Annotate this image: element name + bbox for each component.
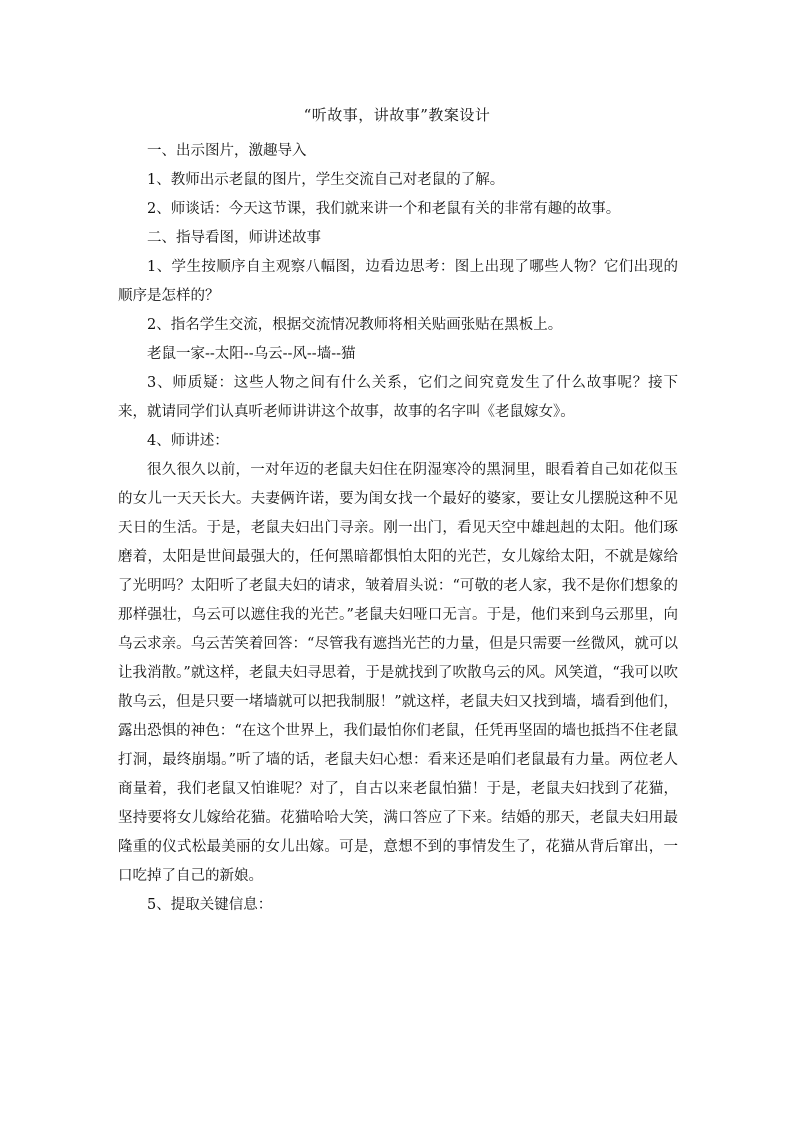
paragraph-character-sequence: 老鼠一家--太阳--乌云--风--墙--猫 [147, 346, 356, 362]
paragraph-question: 3、师质疑：这些人物之间有什么关系，它们之间究竟发生了什么故事呢？接下来，就请同学们认真听老师讲讲这个故事，故事的名字叫《老鼠嫁女》。 [118, 375, 678, 420]
paragraph-exchange: 2、指名学生交流，根据交流情况教师将相关贴画张贴在黑板上。 [147, 317, 563, 333]
paragraph-observe: 1、学生按顺序自主观察八幅图，边看边思考：图上出现了哪些人物？它们出现的顺序是怎样的？ [118, 259, 678, 304]
paragraph-story: 很久很久以前，一对年迈的老鼠夫妇住在阴湿寒冷的黑洞里，眼看着自己如花似玉的女儿一天天长大。夫妻俩许诺，要为闺女找一个最好的婆家，要让女儿摆脱这种不见天日的生活。于是，老鼠夫妇出门寻亲。刚一出门，看见天空中雄赳赳的太阳。他们琢磨着，太阳是世间最强大的，任何黑暗都惧怕太阳的光芒，女儿嫁给太阳，不就是嫁给了光明吗？太阳听了老鼠夫妇的请求，皱着眉头说：“可敬的老人家，我不是你们想象的那样强壮，乌云可以遮住我的光芒。”老鼠夫妇哑口无言。于是，他们来到乌云那里，向乌云求亲。乌云苦笑着回答：“尽管我有遮挡光芒的力量，但是只需要一丝微风，就可以让我消散。”就这样，老鼠夫妇寻思着，于是就找到了吹散乌云的风。风笑道，“我可以吹散乌云，但是只要一堵墙就可以把我制服！”就这样，老鼠夫妇又找到墙，墙看到他们，露出恐惧的神色：“在这个世界上，我们最怕你们老鼠，任凭再坚固的墙也抵挡不住老鼠打洞，最终崩塌。”听了墙的话，老鼠夫妇心想：看来还是咱们老鼠最有力量。两位老人商量着，我们老鼠又怕谁呢？对了，自古以来老鼠怕猫！于是，老鼠夫妇找到了花猫，坚持要将女儿嫁给花猫。花猫哈哈大笑，满口答应了下来。结婚的那天，老鼠夫妇用最隆重的仪式松最美丽的女儿出嫁。可是，意想不到的事情发生了，花猫从背后窜出，一口吃掉了自己的新娘。 [118, 462, 678, 884]
section-heading-guide: 二、指导看图，师讲述故事 [147, 230, 321, 246]
paragraph-narrate-heading: 4、师讲述： [147, 433, 229, 449]
document-title: “听故事，讲故事”教案设计 [303, 106, 491, 124]
paragraph-key-info: 5、提取关键信息： [147, 897, 273, 913]
document-body [118, 137, 678, 920]
section-heading-intro: 一、出示图片，激趣导入 [147, 143, 307, 159]
paragraph-step-1: 1、教师出示老鼠的图片，学生交流自己对老鼠的了解。 [147, 172, 505, 188]
paragraph-step-2: 2、师谈话：今天这节课，我们就来讲一个和老鼠有关的非常有趣的故事。 [147, 201, 621, 217]
